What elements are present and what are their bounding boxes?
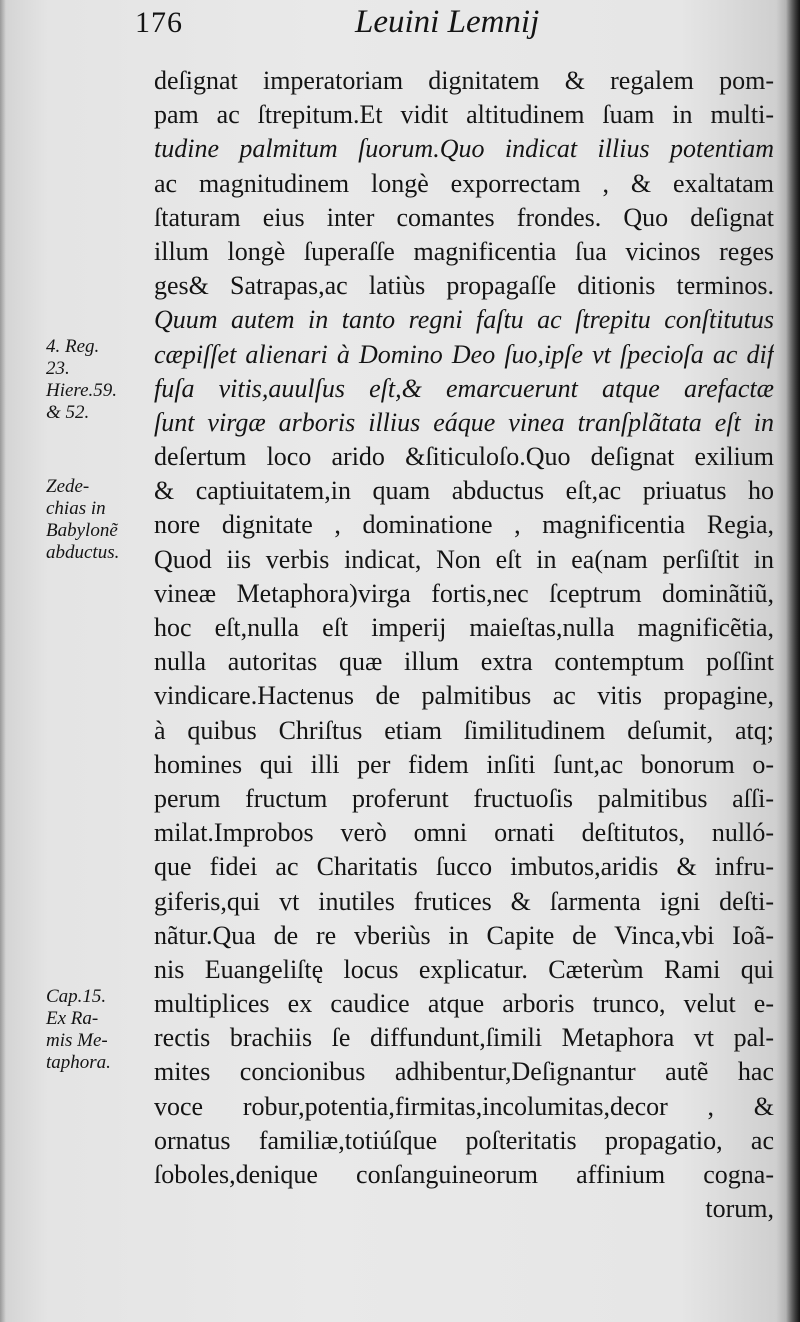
- margin-note-line: taphora.: [46, 1052, 111, 1073]
- margin-note-line: 4. Reg.: [46, 336, 100, 357]
- text-line: Quod iis verbis indicat, Non eſt in ea(nam perſiſtit in: [154, 544, 774, 574]
- text-line: nis Euangeliſtę locus explicatur. Cæterùm Rami qui: [154, 954, 774, 984]
- page-number: 176: [135, 6, 183, 39]
- text-line: ſunt virgæ arboris illius eáque vinea tranſplãtata eſt in: [154, 407, 774, 437]
- margin-note-line: chias in: [46, 498, 106, 519]
- text-line: ornatus familiæ,totiúſque poſteritatis propagatio, ac: [154, 1125, 774, 1155]
- text-line: illum longè ſuperaſſe magnificentia ſua vicinos reges: [154, 236, 774, 266]
- margin-note-line: 23.: [46, 358, 70, 379]
- text-line: pam ac ſtrepitum.Et vidit altitudinem ſuam in multi-: [154, 100, 774, 130]
- text-line: ac magnitudinem longè exporrectam , & exaltatam: [154, 168, 774, 198]
- page-gutter-shadow: [0, 0, 6, 1322]
- margin-note-zedechias: [46, 476, 154, 564]
- text-line: Quum autem in tanto regni faſtu ac ſtrepitu conſtitutus: [154, 305, 774, 335]
- text-line: vineæ Metaphora)virga fortis,nec ſceptrum dominãtiũ,: [154, 578, 774, 608]
- text-line: milat.Improbos verò omni ornati deſtitutos, nulló-: [154, 818, 774, 848]
- text-line: rectis brachiis ſe diffundunt,ſimili Metaphora vt pal-: [154, 1023, 774, 1053]
- text-line: tudine palmitum ſuorum.Quo indicat illius potentiam: [154, 134, 774, 164]
- text-line: vindicare.Hactenus de palmitibus ac vitis propagine,: [154, 681, 774, 711]
- margin-note-line: Zede-: [46, 476, 90, 497]
- text-line: nore dignitate , dominatione , magnificentia Regia,: [154, 510, 774, 540]
- text-line: hoc eſt,nulla eſt imperij maieſtas,nulla magnificẽtia,: [154, 613, 774, 642]
- text-line: perum fructum proferunt fructuoſis palmitibus aſſi-: [154, 783, 774, 813]
- margin-note-reference: [46, 336, 154, 424]
- text-line: à quibus Chriſtus etiam ſimilitudinem deſumit, atq;: [154, 715, 774, 745]
- margin-note-line: Babylonẽ: [46, 520, 118, 541]
- text-line: voce robur,potentia,firmitas,incolumitas,decor , &: [154, 1091, 774, 1121]
- margin-note-line: & 52.: [46, 402, 90, 423]
- margin-note-line: Ex Ra-: [46, 1008, 99, 1029]
- text-line: nulla autoritas quæ illum extra contemptum poſſint: [154, 647, 774, 677]
- margin-note-line: mis Me-: [46, 1030, 108, 1051]
- text-line: multiplices ex caudice atque arboris trunco, velut e-: [154, 989, 774, 1019]
- text-line: & captiuitatem,in quam abductus eſt,ac priuatus ho: [154, 476, 774, 506]
- text-line: fuſa vitis,auulſus eſt,& emarcuerunt atque arefactæ: [154, 373, 774, 403]
- margin-note-line: Hiere.59.: [46, 380, 118, 401]
- text-line: homines qui illi per fidem inſiti ſunt,ac bonorum o-: [154, 749, 774, 779]
- running-head: Leuini Lemnij: [355, 4, 540, 40]
- text-line: mites concionibus adhibentur,Deſignantur autẽ hac: [154, 1057, 774, 1087]
- text-line: cæpiſſet alienari à Domino Deo ſuo,ipſe vt ſpecioſa ac dif: [154, 339, 774, 369]
- margin-note-chapter: [46, 986, 154, 1074]
- margin-note-line: abductus.: [46, 542, 120, 563]
- text-line-catchword: torum,: [705, 1194, 774, 1224]
- text-line: deſignat imperatoriam dignitatem & regalem pom-: [154, 66, 774, 95]
- text-line: ges& Satrapas,ac latiùs propagaſſe ditionis terminos.: [154, 271, 774, 301]
- text-line: ſoboles,denique conſanguineorum affinium cogna-: [154, 1160, 774, 1189]
- margin-note-line: Cap.15.: [46, 986, 107, 1007]
- text-line: deſertum loco arido &ſiticuloſo.Quo deſignat exilium: [154, 442, 774, 472]
- text-line: ſtaturam eius inter comantes frondes. Quo deſignat: [154, 202, 774, 232]
- page-edge-shadow: [786, 0, 800, 1322]
- text-line: que fidei ac Charitatis ſucco imbutos,aridis & infru-: [154, 852, 774, 882]
- text-line: nãtur.Qua de re vberiùs in Capite de Vinca,vbi Ioã-: [154, 920, 774, 950]
- text-line: giferis,qui vt inutiles frutices & ſarmenta igni deſti-: [154, 886, 774, 916]
- main-text-block: [154, 64, 774, 1226]
